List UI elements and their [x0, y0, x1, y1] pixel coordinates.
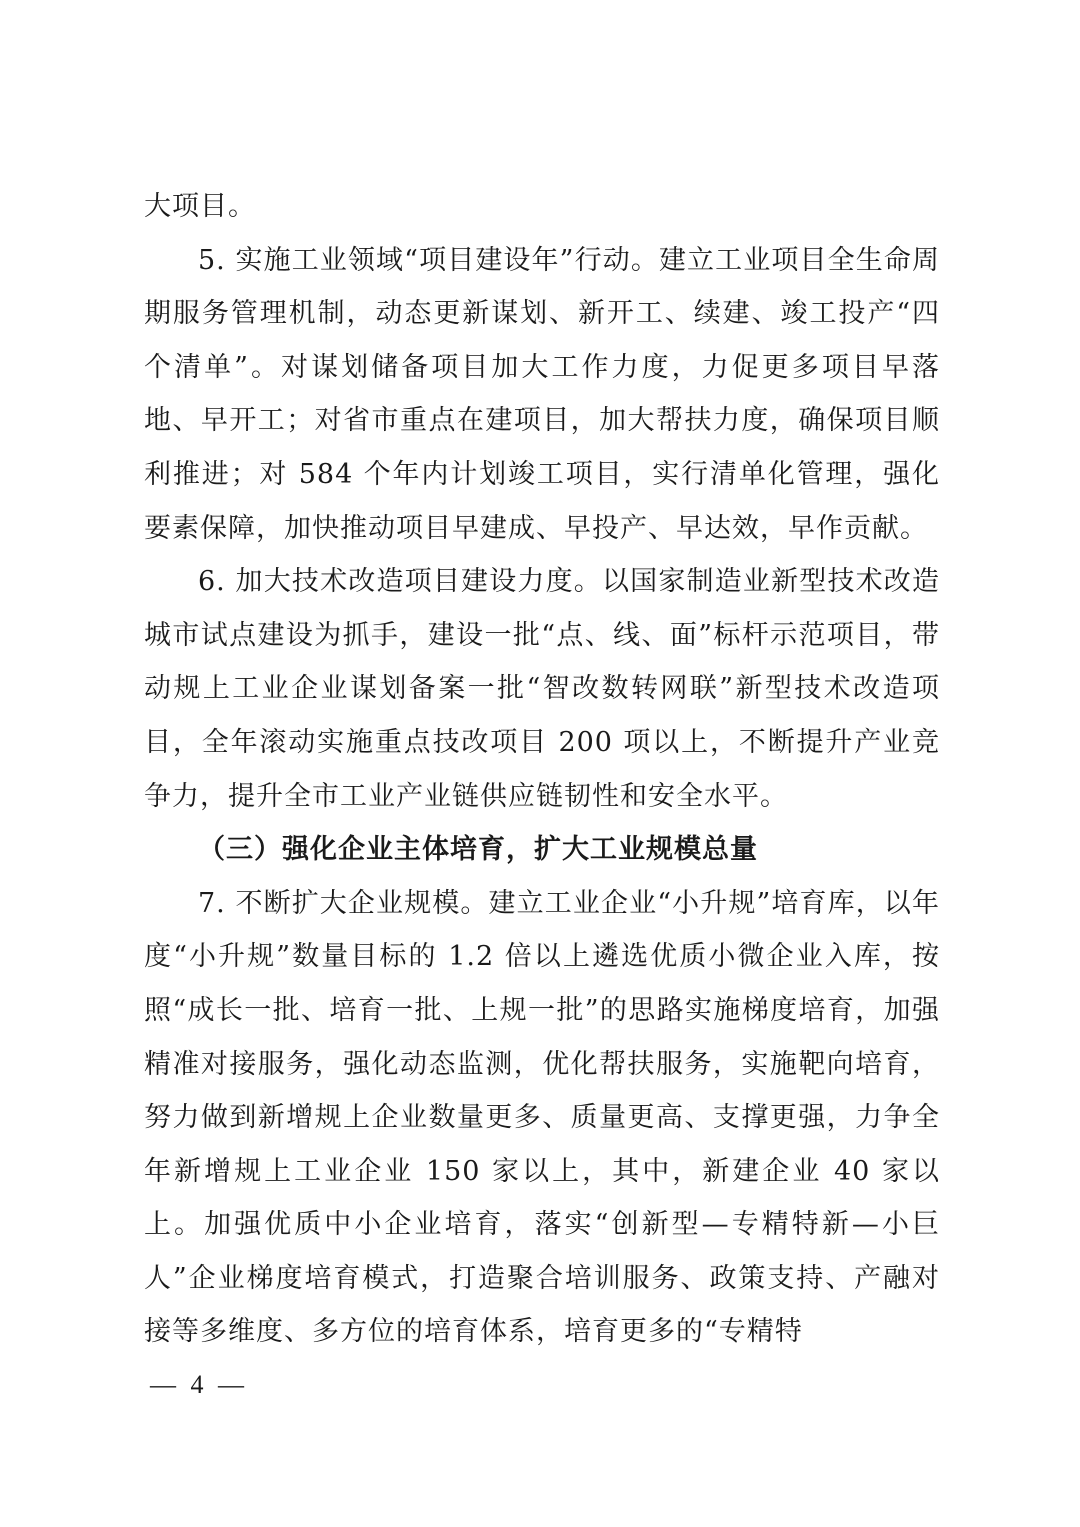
- paragraph-item-5: 5. 实施工业领域“项目建设年”行动。建立工业项目全生命周期服务管理机制，动态更新谋划、新开工、续建、竣工投产“四个清单”。对谋划储备项目加大工作力度，力促更多项目早落地、早开工；对省市重点在建项目，加大帮扶力度，确保项目顺利推进；对 584 个年内计划竣工项目，实行清单化管理，强化要素保障，加快推动项目早建成、早投产、早达效，早作贡献。: [144, 244, 940, 544]
- paragraph-continuation: 大项目。: [144, 191, 256, 222]
- paragraph-item-6: 6. 加大技术改造项目建设力度。以国家制造业新型技术改造城市试点建设为抓手，建设一批“点、线、面”标杆示范项目，带动规上工业企业谋划备案一批“智改数转网联”新型技术改造项目，全年滚动实施重点技改项目 200 项以上，不断提升产业竞争力，提升全市工业产业链供应链韧性和安全水平。: [144, 566, 940, 812]
- section-heading-3: （三）强化企业主体培育，扩大工业规模总量: [198, 834, 758, 866]
- page-number: — 4 —: [150, 1370, 248, 1399]
- paragraph-item-7: 7. 不断扩大企业规模。建立工业企业“小升规”培育库，以年度“小升规”数量目标的 1.2 倍以上遴选优质小微企业入库，按照“成长一批、培育一批、上规一批”的思路实施梯度培育，加强精准对接服务，强化动态监测，优化帮扶服务，实施靶向培育，努力做到新增规上企业数量更多、质量更高、支撑更强，力争全年新增规上工业企业 150 家以上，其中，新建企业 40 家以上。加强优质中小企业培育，落实“创新型—专精特新—小巨人”企业梯度培育模式，打造聚合培训服务、政策支持、产融对接等多维度、多方位的培育体系，培育更多的“专精特: [144, 887, 940, 1348]
- document-body: [144, 180, 940, 1359]
